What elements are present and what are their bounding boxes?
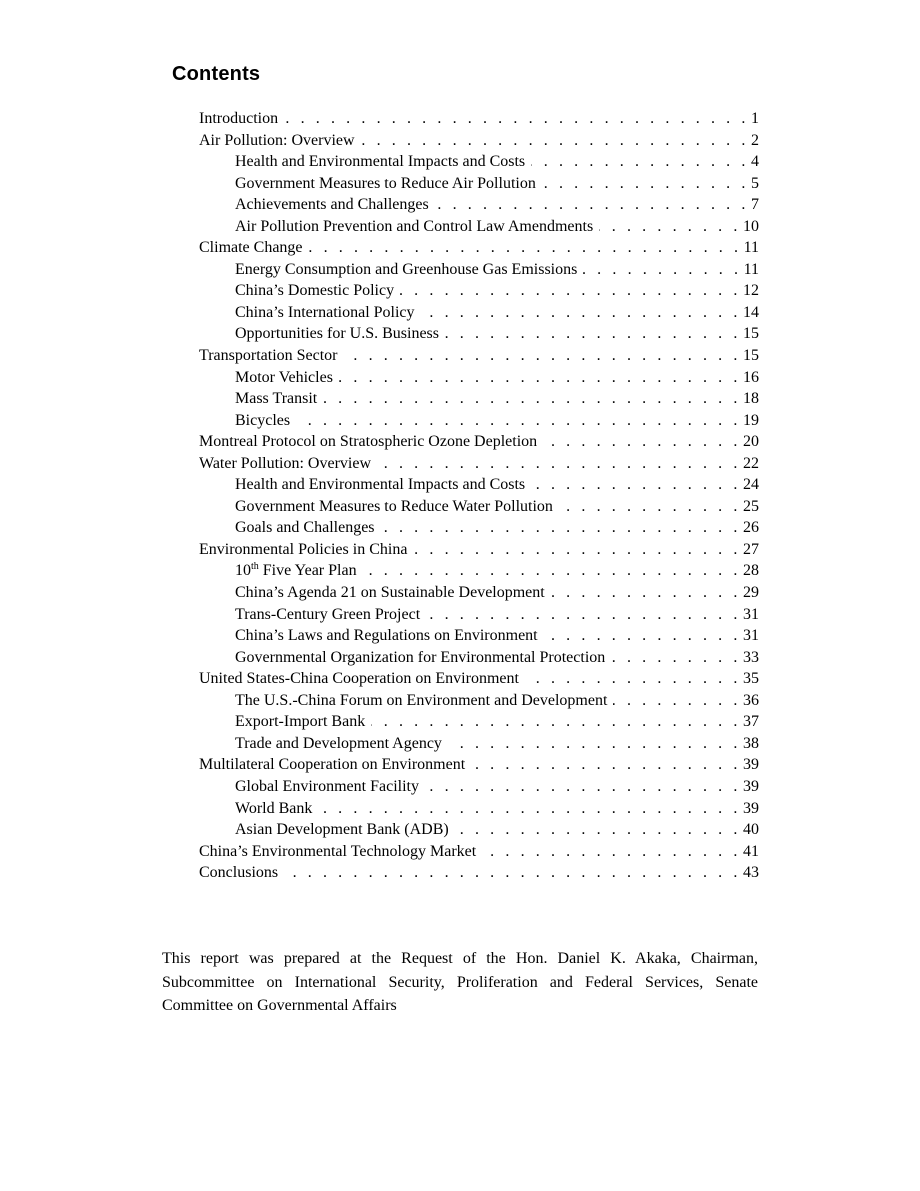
toc-page-number: 12: [743, 282, 759, 300]
table-of-contents: [199, 108, 759, 884]
toc-page-number: 37: [743, 713, 759, 731]
toc-entry-title: Government Measures to Reduce Air Pollution: [235, 174, 536, 192]
toc-entry: [199, 474, 759, 496]
toc-entry-title: Multilateral Cooperation on Environment: [199, 756, 466, 774]
toc-entry-title: Montreal Protocol on Stratospheric Ozone Depletion: [199, 433, 538, 451]
toc-page-number: 11: [743, 239, 759, 257]
toc-entry-title: China’s Laws and Regulations on Environment: [235, 627, 538, 645]
dot-leader: [284, 862, 741, 884]
dot-leader: [525, 668, 741, 690]
toc-entry: [199, 647, 759, 669]
toc-entry-title: Governmental Organization for Environmental Protection: [235, 648, 606, 666]
toc-entry: [199, 345, 759, 367]
toc-page-number: 35: [743, 670, 759, 688]
dot-leader: [531, 474, 741, 496]
toc-entry: [199, 798, 759, 820]
dot-leader: [559, 496, 741, 518]
toc-entry: [199, 130, 759, 152]
toc-entry-ordinal-number: 10: [235, 562, 251, 580]
dot-leader: [551, 582, 741, 604]
report-note: This report was prepared at the Request of the Hon. Daniel K. Akaka, Chairman, Subcommittee on International Security, Proliferation and Federal Services, Senate Committee on Governmental Affairs: [162, 950, 758, 1014]
toc-page-number: 28: [743, 562, 759, 580]
toc-entry-title: Air Pollution Prevention and Control Law Amendments: [235, 217, 594, 235]
toc-entry: [199, 496, 759, 518]
dot-leader: [445, 323, 741, 345]
toc-entry: [199, 625, 759, 647]
dot-leader: [611, 647, 741, 669]
toc-page-number: 39: [743, 799, 759, 817]
dot-leader: [296, 410, 741, 432]
dot-leader: [435, 194, 749, 216]
toc-page-number: 19: [743, 411, 759, 429]
toc-entry: [199, 690, 759, 712]
toc-page-number: 29: [743, 584, 759, 602]
dot-leader: [381, 517, 741, 539]
toc-entry-title: Mass Transit: [235, 390, 318, 408]
toc-page-number: 2: [751, 131, 759, 149]
toc-entry-title: Energy Consumption and Greenhouse Gas Emissions: [235, 260, 578, 278]
toc-entry: [199, 862, 759, 884]
dot-leader: [455, 819, 741, 841]
toc-heading: Contents: [172, 63, 261, 85]
toc-entry-title: Climate Change: [199, 239, 303, 257]
toc-entry-title: Global Environment Facility: [235, 777, 419, 795]
dot-leader: [544, 625, 741, 647]
toc-entry: [199, 151, 759, 173]
toc-entry: [199, 173, 759, 195]
toc-entry: [199, 733, 759, 755]
toc-entry: [199, 280, 759, 302]
toc-entry-title: Bicycles: [235, 411, 291, 429]
dot-leader: [371, 711, 741, 733]
toc-page-number: 15: [743, 325, 759, 343]
toc-entry: [199, 367, 759, 389]
dot-leader: [363, 560, 741, 582]
dot-leader: [471, 754, 741, 776]
dot-leader: [344, 345, 741, 367]
toc-entry: [199, 194, 759, 216]
dot-leader: [339, 367, 741, 389]
toc-entry: [199, 388, 759, 410]
toc-page-number: 39: [743, 756, 759, 774]
dot-leader: [613, 690, 741, 712]
toc-page-number: 36: [743, 691, 759, 709]
dot-leader: [531, 151, 749, 173]
toc-entry-title: Asian Development Bank (ADB): [235, 821, 449, 839]
toc-page-number: 15: [743, 347, 759, 365]
toc-entry: [199, 754, 759, 776]
dot-leader: [309, 237, 742, 259]
toc-page-number: 22: [743, 454, 759, 472]
toc-page-number: 40: [743, 821, 759, 839]
toc-entry: [199, 108, 759, 130]
toc-entry-title: Motor Vehicles: [235, 368, 333, 386]
toc-entry: [199, 776, 759, 798]
toc-entry-title: Introduction: [199, 110, 279, 127]
dot-leader: [543, 431, 741, 453]
dot-leader: [413, 539, 741, 561]
toc-entry: [199, 431, 759, 453]
toc-entry: [199, 560, 759, 582]
dot-leader: [599, 216, 741, 238]
toc-entry: [199, 259, 759, 281]
toc-entry: [199, 216, 759, 238]
dot-leader: [318, 798, 741, 820]
toc-entry: [199, 539, 759, 561]
toc-entry: [199, 819, 759, 841]
dot-leader: [361, 130, 749, 152]
toc-entry-title: World Bank: [235, 799, 313, 817]
toc-entry-title: Water Pollution: Overview: [199, 454, 372, 472]
dot-leader: [482, 841, 741, 863]
toc-page-number: 11: [743, 260, 759, 278]
toc-page-number: 24: [743, 476, 759, 494]
toc-page-number: 26: [743, 519, 759, 537]
toc-entry-title: Achievements and Challenges: [235, 196, 429, 214]
toc-entry-title: Health and Environmental Impacts and Costs: [235, 476, 526, 494]
toc-page-number: 33: [743, 648, 759, 666]
toc-entry-title: Air Pollution: Overview: [199, 131, 355, 149]
dot-leader: [583, 259, 741, 281]
toc-page-number: 38: [743, 734, 759, 752]
toc-page-number: 16: [743, 368, 759, 386]
toc-entry-title: Trade and Development Agency: [235, 734, 442, 752]
toc-entry-ordinal-suffix: th: [251, 561, 259, 573]
toc-page-number: 31: [743, 605, 759, 623]
toc-entry-title: [235, 560, 363, 582]
toc-entry-title: China’s International Policy: [235, 303, 415, 321]
toc-entry-title: Trans-Century Green Project: [235, 605, 421, 623]
toc-page-number: 20: [743, 433, 759, 451]
toc-entry: [199, 237, 759, 259]
toc-entry: [199, 323, 759, 345]
dot-leader: [425, 776, 741, 798]
toc-entry: [199, 604, 759, 626]
dot-leader: [542, 173, 749, 195]
toc-page-number: 31: [743, 627, 759, 645]
dot-leader: [426, 604, 741, 626]
toc-entry: [199, 668, 759, 690]
toc-entry-title: United States-China Cooperation on Environment: [199, 670, 519, 688]
dot-leader: [284, 108, 749, 130]
toc-page-number: 41: [743, 842, 759, 860]
toc-page-number: 5: [751, 174, 759, 192]
toc-entry-text: Five Year Plan: [262, 562, 357, 580]
toc-page-number: 27: [743, 540, 759, 558]
dot-leader: [421, 302, 741, 324]
toc-page-number: 1: [751, 110, 759, 127]
toc-entry-title: The U.S.-China Forum on Environment and Development: [235, 691, 608, 709]
toc-entry-title: China’s Environmental Technology Market: [199, 842, 477, 860]
toc-entry: [199, 582, 759, 604]
toc-entry: [199, 517, 759, 539]
toc-entry-title: Transportation Sector: [199, 347, 338, 365]
dot-leader: [448, 733, 741, 755]
toc-entry-title: Conclusions: [199, 864, 279, 882]
toc-entry-title: Government Measures to Reduce Water Pollution: [235, 497, 553, 515]
toc-page-number: 18: [743, 390, 759, 408]
toc-entry: [199, 453, 759, 475]
toc-page-number: 4: [751, 153, 759, 171]
toc-entry-title: China’s Agenda 21 on Sustainable Development: [235, 584, 545, 602]
toc-page-number: 10: [743, 217, 759, 235]
toc-page-number: 25: [743, 497, 759, 515]
dot-leader: [377, 453, 741, 475]
toc-page-number: 14: [743, 303, 759, 321]
toc-entry: [199, 841, 759, 863]
toc-entry-title: Goals and Challenges: [235, 519, 375, 537]
dot-leader: [323, 388, 741, 410]
toc-entry: [199, 711, 759, 733]
toc-entry-title: China’s Domestic Policy: [235, 282, 395, 300]
toc-entry-title: Opportunities for U.S. Business: [235, 325, 439, 343]
toc-entry-title: Environmental Policies in China: [199, 540, 408, 558]
dot-leader: [400, 280, 741, 302]
toc-entry-title: Export-Import Bank: [235, 713, 366, 731]
toc-entry: [199, 410, 759, 432]
toc-page-number: 43: [743, 864, 759, 882]
toc-entry: [199, 302, 759, 324]
toc-page-number: 7: [751, 196, 759, 214]
toc-page-number: 39: [743, 777, 759, 795]
toc-entry-title: Health and Environmental Impacts and Costs: [235, 153, 526, 171]
